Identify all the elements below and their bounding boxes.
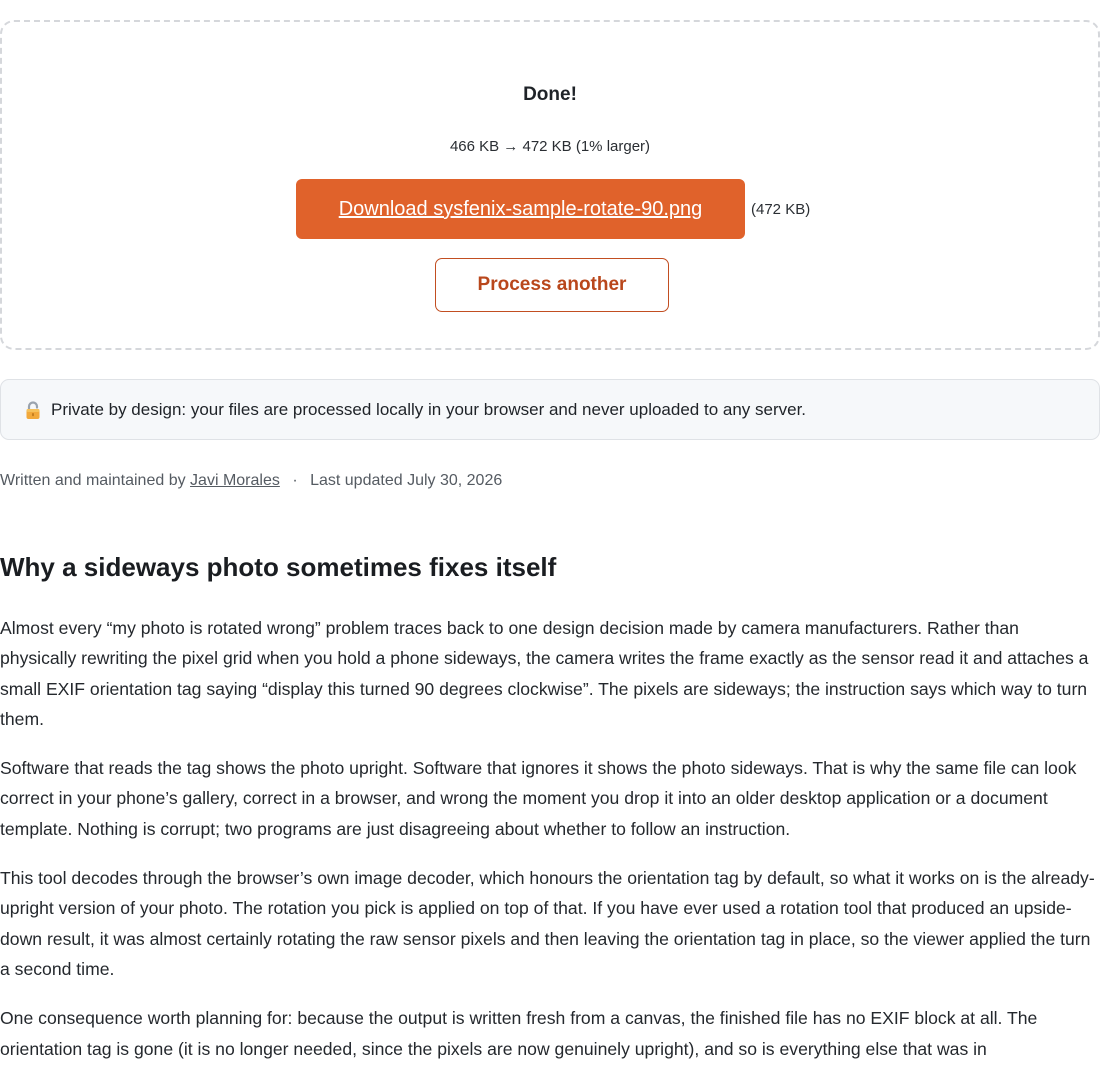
byline-separator: ·	[292, 472, 298, 489]
done-title: Done!	[523, 84, 577, 105]
article-paragraph: This tool decodes through the browser’s own image decoder, which honours the orientation tag by default, so what it works on is the already-upright version of your photo. The rotation you pick is applied on top of that. If you have ever used a rotation tool that produced an upside-down result, it was almost certainly rotating the raw sensor pixels and then leaving the orientation tag in place, so the viewer applied the turn a second time.	[0, 868, 1095, 979]
download-button[interactable]: Download sysfenix-sample-rotate-90.png	[296, 179, 745, 239]
size-comparison: 466 KB → 472 KB (1% larger)	[449, 138, 651, 155]
result-panel	[0, 20, 1100, 350]
privacy-notice	[0, 379, 1100, 440]
article-body	[0, 613, 1100, 1083]
article-paragraph: Software that reads the tag shows the photo upright. Software that ignores it shows the photo sideways. That is why the same file can look correct in your phone’s gallery, correct in a browser, and wrong the moment you drop it into an older desktop application or a document template. Nothing is corrupt; two programs are just disagreeing about whether to follow an instruction.	[0, 758, 1077, 839]
download-row	[296, 179, 810, 239]
privacy-text: Private by design: your files are processed locally in your browser and never uploaded to any server.	[51, 399, 807, 419]
author-link[interactable]: Javi Morales	[190, 472, 280, 489]
byline-prefix: Written and maintained by	[0, 472, 186, 489]
article-paragraph: One consequence worth planning for: because the output is written fresh from a canvas, the finished file has no EXIF block at all. The orientation tag is gone (it is no longer needed, since the pixels are now genuinely upright), and so is everything else that was in	[0, 1008, 1038, 1059]
process-another-button[interactable]: Process another	[435, 258, 669, 312]
article-heading: Why a sideways photo sometimes fixes itself	[0, 552, 557, 582]
last-updated: Last updated July 30, 2026	[310, 472, 503, 489]
download-size: (472 KB)	[751, 200, 811, 218]
lock-icon	[23, 400, 43, 420]
article-paragraph: Almost every “my photo is rotated wrong” problem traces back to one design decision made by camera manufacturers. Rather than physically rewriting the pixel grid when you hold a phone sideways, the camera writes the frame exactly as the sensor read it and attaches a small EXIF orientation tag saying “display this turned 90 degrees clockwise”. The pixels are sideways; the instruction says which way to turn them.	[0, 618, 1089, 729]
byline	[0, 472, 502, 490]
